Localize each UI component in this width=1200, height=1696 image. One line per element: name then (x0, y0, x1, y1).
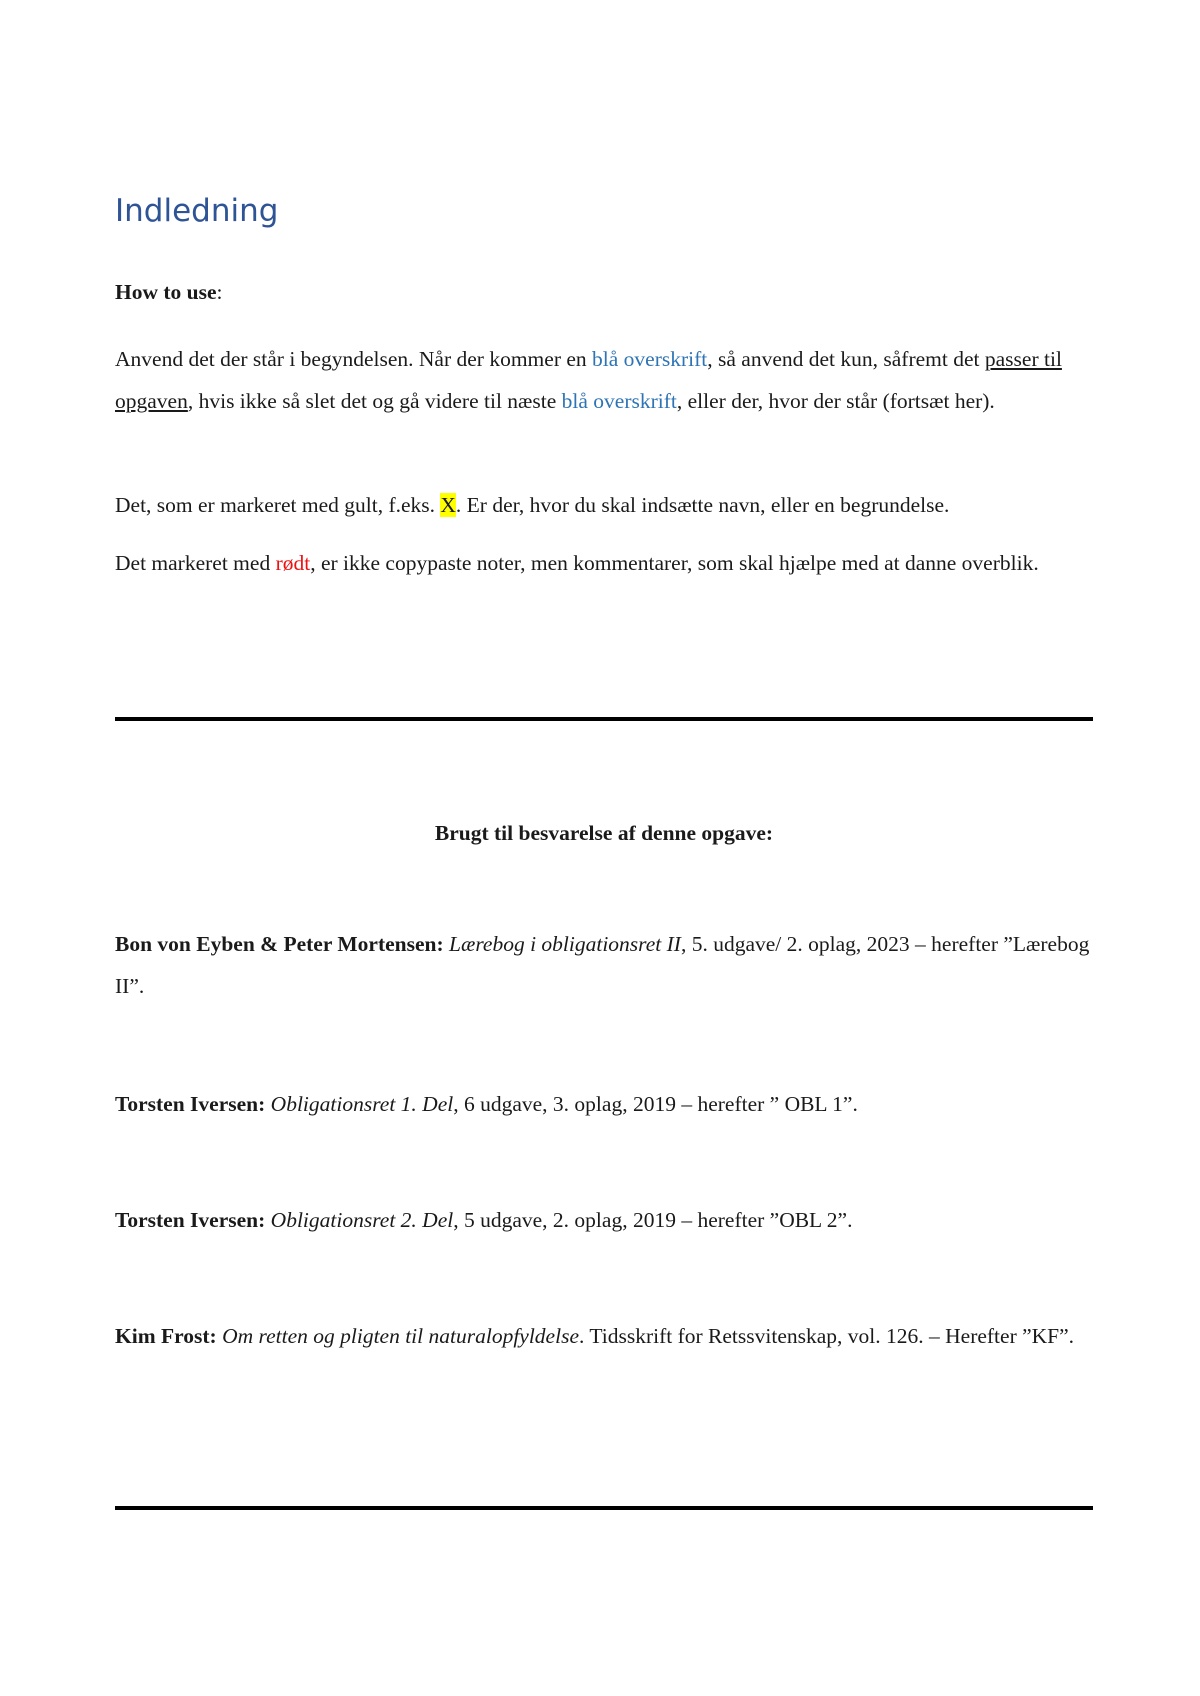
blue-heading-term-1: blå overskrift (592, 347, 708, 371)
red-marking-paragraph (115, 542, 1095, 584)
reference-item (115, 923, 1095, 1007)
underlined-phrase: passer til opgaven (115, 347, 1062, 413)
para1-text-2: , så anvend det kun, såfremt det (707, 347, 985, 371)
reference-author: Torsten Iversen: (115, 1208, 266, 1232)
reference-author: Torsten Iversen: (115, 1092, 266, 1116)
reference-details: , 5. udgave/ 2. oplag, 2023 – herefter ”Lærebog II”. (115, 932, 1090, 998)
reference-details: , 6 udgave, 3. oplag, 2019 – herefter ” OBL 1”. (453, 1092, 858, 1116)
sources-title: Brugt til besvarelse af denne opgave: (434, 821, 774, 845)
para1-text-3: , hvis ikke så slet det og gå videre til næste (187, 389, 562, 413)
how-to-use-colon: : (216, 280, 223, 304)
para1-text-1: Anvend det der står i begyndelsen. Når der kommer en (115, 347, 593, 371)
reference-title: Lærebog i obligationsret II (449, 932, 681, 956)
yellow-marking-paragraph (115, 484, 1095, 526)
instructions-paragraph (115, 338, 1095, 422)
reference-item (115, 1199, 1095, 1241)
reference-details: , 5 udgave, 2. oplag, 2019 – herefter ”OBL 2”. (453, 1208, 853, 1232)
para2-text-2: . Er der, hvor du skal indsætte navn, eller en begrundelse. (455, 493, 950, 517)
reference-item (115, 1083, 1095, 1125)
section-heading: Indledning (115, 193, 279, 229)
para3-text-1: Det markeret med (115, 551, 276, 575)
para2-text-1: Det, som er markeret med gult, f.eks. (115, 493, 441, 517)
reference-author: Bon von Eyben & Peter Mortensen: (115, 932, 444, 956)
horizontal-rule-top (115, 717, 1093, 721)
reference-author: Kim Frost: (115, 1324, 217, 1348)
reference-title: Om retten og pligten til naturalopfyldelse (222, 1324, 579, 1348)
blue-heading-term-2: blå overskrift (561, 389, 677, 413)
red-term: rødt (275, 551, 311, 575)
how-to-use-line (115, 278, 223, 306)
para3-text-2: , er ikke copypaste noter, men kommentarer, som skal hjælpe med at danne overblik. (310, 551, 1039, 575)
para1-text-4: , eller der, hvor der står (fortsæt her). (676, 389, 995, 413)
reference-item (115, 1315, 1095, 1357)
how-to-use-label: How to use (115, 280, 217, 304)
horizontal-rule-bottom (115, 1506, 1093, 1510)
reference-title: Obligationsret 1. Del (270, 1092, 454, 1116)
reference-title: Obligationsret 2. Del (270, 1208, 454, 1232)
highlighted-placeholder: X (440, 493, 456, 517)
reference-details: . Tidsskrift for Retssvitenskap, vol. 126. – Herefter ”KF”. (579, 1324, 1075, 1348)
